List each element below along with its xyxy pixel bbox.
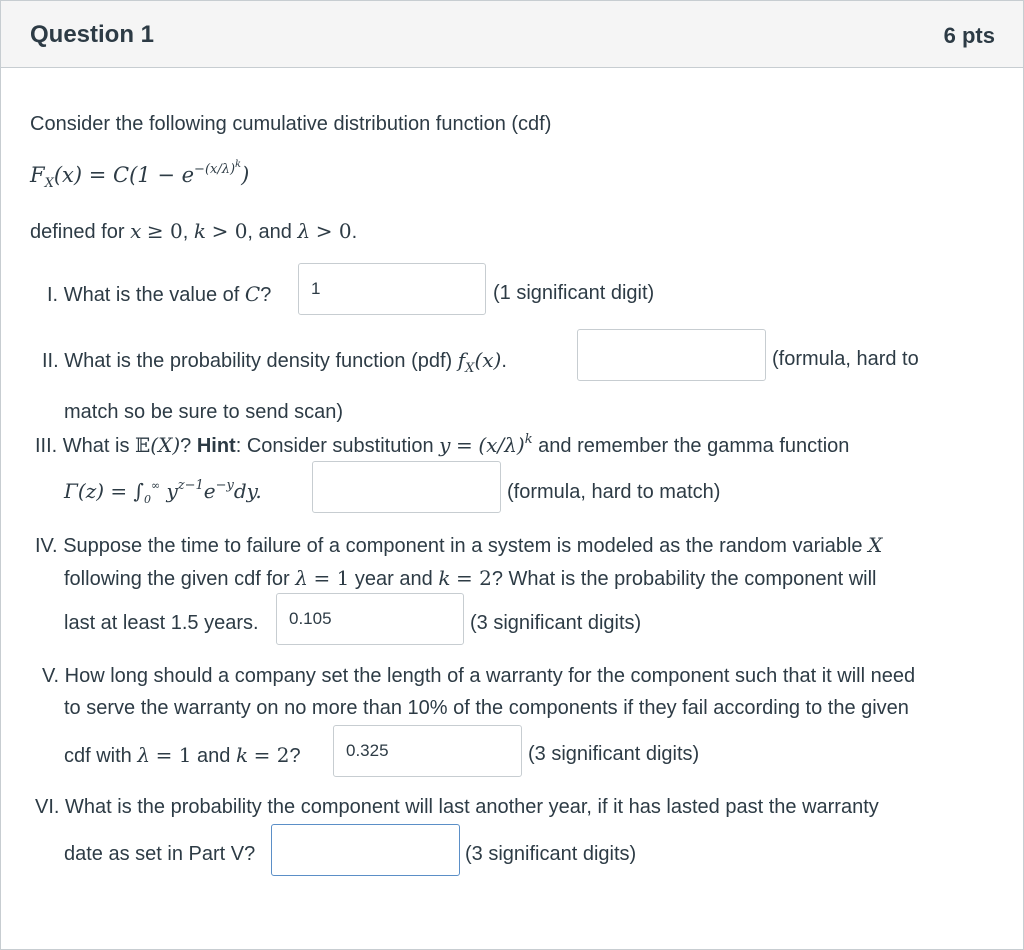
part-5-note: (3 significant digits) xyxy=(528,743,700,765)
cdf-formula: $F_X(x) = C(1 - e^{-(x/\lambda)^k})$ xyxy=(30,159,250,191)
part-4-answer-input[interactable] xyxy=(276,593,464,645)
part-5-answer-input[interactable] xyxy=(333,725,522,777)
part-6-line-2: date as set in Part V? xyxy=(64,843,256,865)
part-2-note-cont: match so be sure to send scan) xyxy=(64,401,344,423)
part-1-note: (1 significant digit) xyxy=(493,282,655,304)
gamma-formula: $\Gamma(z) = \int_0^\infty$ $y^{z-1}e^{-y}dy$. xyxy=(64,478,262,506)
part-6-line-1: VI. What is the probability the component will last another year, if it has lasted past the warranty xyxy=(35,796,879,818)
part-2-question: II. What is the probability density function (pdf) $f_X(x)$. xyxy=(42,348,507,376)
part-1-question: I. What is the value of C? xyxy=(47,282,272,306)
part-2-answer-input[interactable] xyxy=(577,329,766,381)
question-header xyxy=(1,1,1023,68)
part-6-note: (3 significant digits) xyxy=(465,843,637,865)
part-4-line-2: following the given cdf for λ = 1 year and k = 2? What is the probability the component will xyxy=(64,566,877,590)
part-3-note: (formula, hard to match) xyxy=(507,481,721,503)
part-3-question: III. What is 𝔼(X)? Hint: Consider substitution $y = (x/\lambda)^k$ and remember the gamma function xyxy=(35,432,850,457)
question-points: 6 pts xyxy=(943,23,995,48)
part-5-line-1: V. How long should a company set the length of a warranty for the component such that it will need xyxy=(42,665,916,687)
part-4-line-3: last at least 1.5 years. xyxy=(64,612,259,634)
part-3-answer-input[interactable] xyxy=(312,461,501,513)
part-1-answer-input[interactable] xyxy=(298,263,486,315)
part-4-line-1: IV. Suppose the time to failure of a component in a system is modeled as the random variable X xyxy=(35,533,883,557)
part-4-note: (3 significant digits) xyxy=(470,612,642,634)
part-2-note: (formula, hard to xyxy=(772,348,919,370)
intro-text: Consider the following cumulative distribution function (cdf) xyxy=(30,113,552,135)
part-5-line-2: to serve the warranty on no more than 10% of the components if they fail according to the given xyxy=(64,697,909,719)
question-title: Question 1 xyxy=(30,21,155,48)
part-6-answer-input[interactable] xyxy=(271,824,460,876)
defined-line: defined for x ≥ 0, k > 0, and λ > 0. xyxy=(30,219,358,243)
part-5-line-3: cdf with λ = 1 and k = 2? xyxy=(64,743,301,767)
